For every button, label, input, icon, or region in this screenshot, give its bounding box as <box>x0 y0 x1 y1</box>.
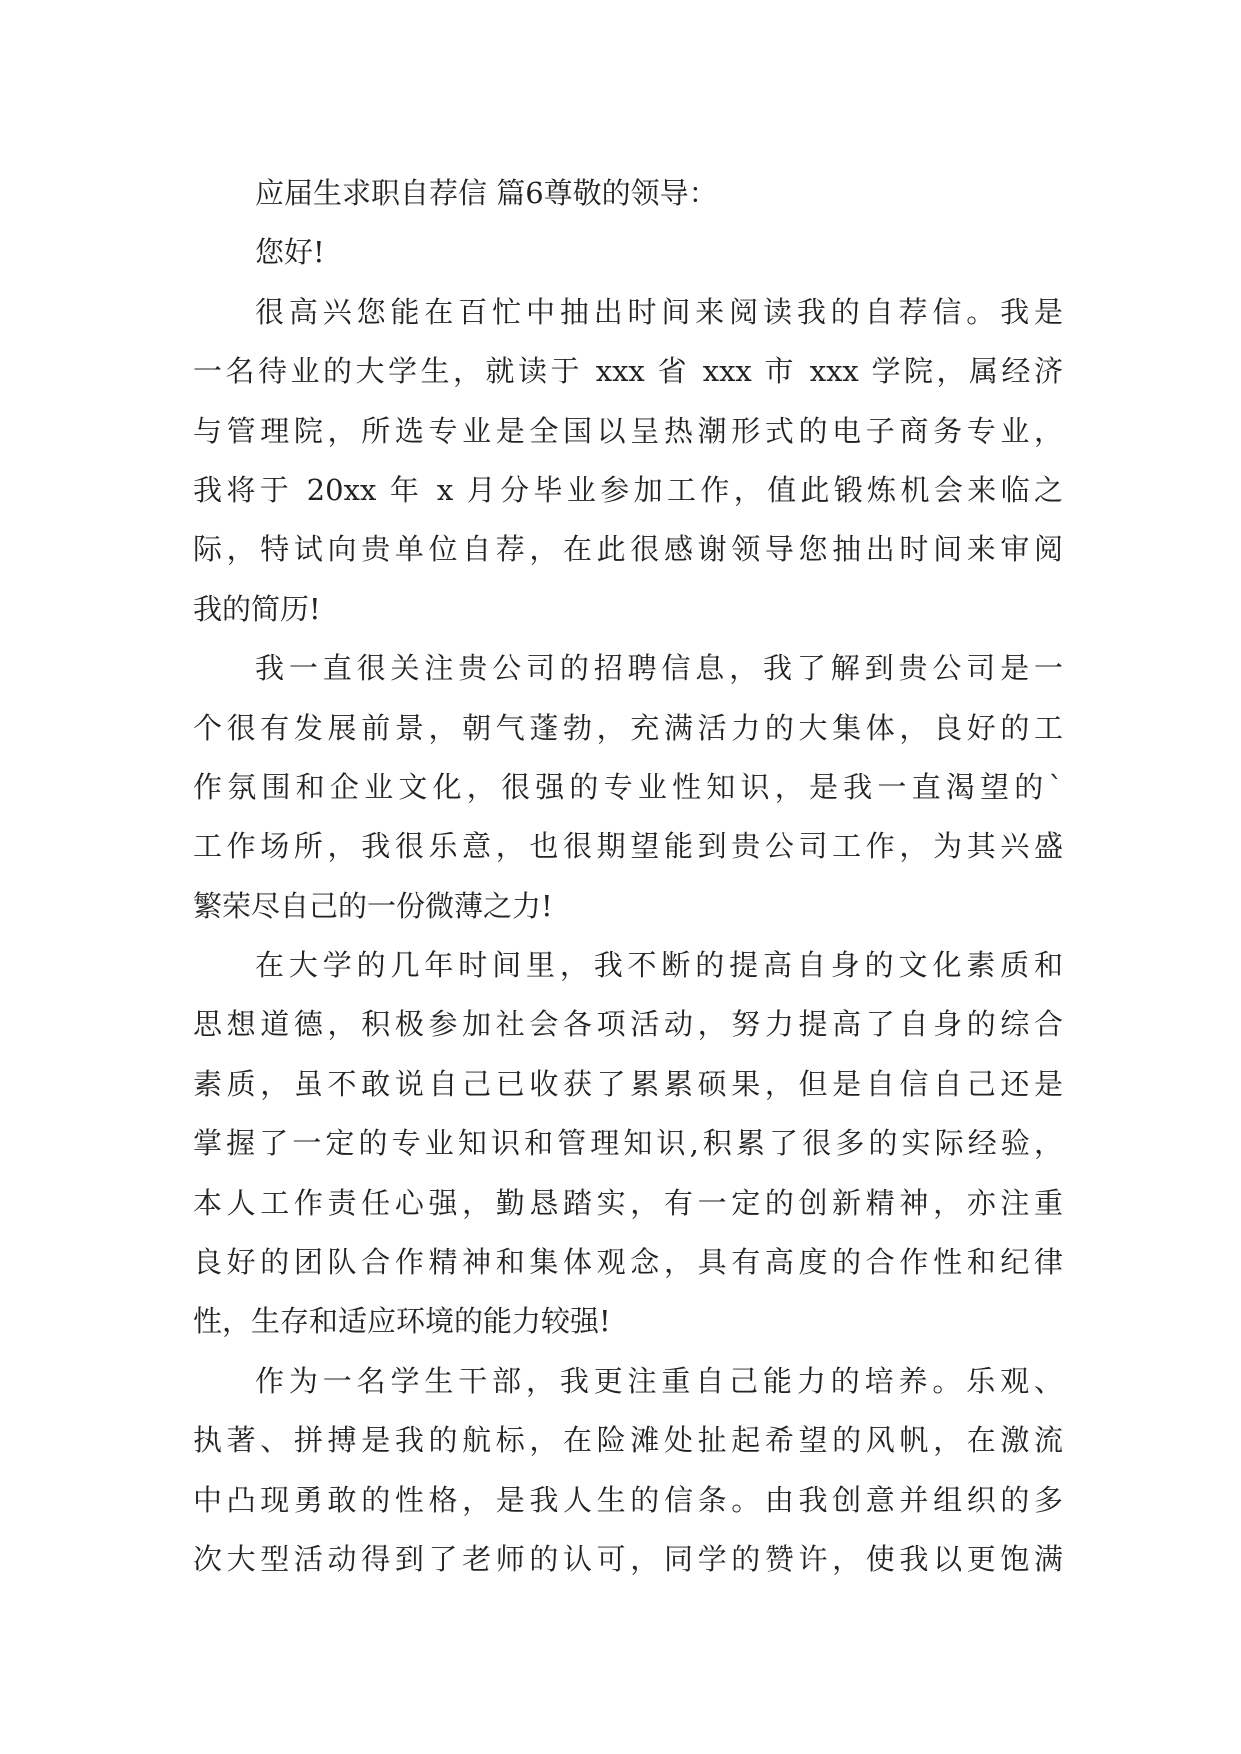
text-line: 作为一名学生干部，我更注重自己能力的培养。乐观、 <box>255 1363 1063 1398</box>
text-line: 一名待业的大学生，就读于 xxx 省 xxx 市 xxx 学院，属经济 <box>193 354 1063 389</box>
text-line: 很高兴您能在百忙中抽出时间来阅读我的自荐信。我是 <box>255 294 1063 329</box>
text-line: 良好的团队合作精神和集体观念，具有高度的合作性和纪律 <box>193 1245 1063 1280</box>
text-line: 个很有发展前景，朝气蓬勃，充满活力的大集体，良好的工 <box>193 710 1063 745</box>
text-line: 执著、拼搏是我的航标，在险滩处扯起希望的风帆，在激流 <box>193 1423 1063 1458</box>
text-line: 与管理院，所选专业是全国以呈热潮形式的电子商务专业， <box>193 413 1063 448</box>
text-line: 思想道德，积极参加社会各项活动，努力提高了自身的综合 <box>193 1007 1063 1042</box>
text-line: 繁荣尽自己的一份微薄之力! <box>193 888 553 923</box>
text-line: 次大型活动得到了老师的认可，同学的赞许，使我以更饱满 <box>193 1541 1063 1576</box>
letter-body <box>193 164 1063 1589</box>
text-line: 作氛围和企业文化，很强的专业性知识，是我一直渴望的` <box>193 769 1063 804</box>
text-line: 素质，虽不敢说自己已收获了累累硕果，但是自信自己还是 <box>193 1066 1063 1101</box>
text-line: 性，生存和适应环境的能力较强! <box>193 1304 611 1339</box>
text-line: 中凸现勇敢的性格，是我人生的信条。由我创意并组织的多 <box>193 1482 1063 1517</box>
text-line: 您好! <box>255 235 325 270</box>
text-line: 在大学的几年时间里，我不断的提高自身的文化素质和 <box>255 948 1063 983</box>
text-line: 我一直很关注贵公司的招聘信息，我了解到贵公司是一 <box>255 651 1063 686</box>
text-line: 应届生求职自荐信 篇6尊敬的领导： <box>255 176 718 210</box>
text-line: 本人工作责任心强，勤恳踏实，有一定的创新精神，亦注重 <box>193 1185 1063 1220</box>
text-line: 我的简历! <box>193 591 321 626</box>
text-line: 际，特试向贵单位自荐，在此很感谢领导您抽出时间来审阅 <box>193 532 1063 567</box>
text-line: 掌握了一定的专业知识和管理知识,积累了很多的实际经验， <box>193 1126 1063 1161</box>
text-line: 我将于 20xx 年 x 月分毕业参加工作，值此锻炼机会来临之 <box>193 472 1063 507</box>
text-line: 工作场所，我很乐意，也很期望能到贵公司工作，为其兴盛 <box>193 829 1063 864</box>
